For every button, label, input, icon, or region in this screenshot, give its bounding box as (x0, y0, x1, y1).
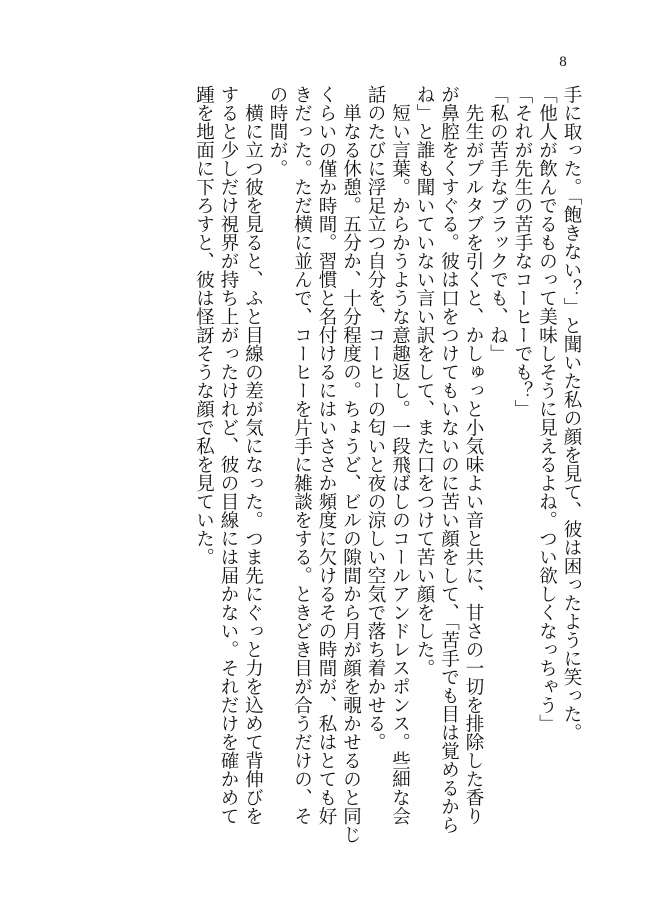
text-line: 手に取った。「飽きない？」と聞いた私の顔を見て、彼は困ったように笑った。 (561, 85, 582, 742)
text-line: 横に立つ彼を見ると、ふと目線の差が気になった。つま先にぐっと力を込めて背伸びを (242, 85, 264, 825)
text-line: きだった。ただ横に並んで、コーヒーを片手に雑談をする。ときどき目が合うだけの、そ (291, 85, 313, 825)
text-line: くらいの僅か時間。習慣と名付けるにはいささか頻度に欠けるその時間が、私はとても好 (316, 85, 337, 825)
body-text (132, 85, 583, 844)
text-line: 「私の苦手なブラックでも、ね」 (487, 85, 509, 363)
text-line: すると少しだけ視界が持ち上がったけれど、彼の目線には届かない。それだけを確かめて (218, 85, 239, 825)
text-line: ね」と誰も聞いていない言い訳をして、また口をつけて苦い顔をした。 (414, 85, 435, 677)
text-line: 単なる休憩。五分か、十分程度の。ちょうど、ビルの隙間から月が顔を覗かせるのと同じ (340, 85, 362, 844)
text-line: 「それが先生の苦手なコーヒーでも？」 (512, 85, 533, 418)
text-line: 「他人が飲んでるものって美味しそうに見えるよね。つい欲しくなっちゃう」 (536, 85, 558, 733)
text-line: 話のたびに浮足立つ自分を、コーヒーの匂いと夜の涼しい空気で落ち着かせる。 (365, 85, 386, 751)
page-number: 8 (559, 54, 567, 70)
text-line: 先生がプルタブを引くと、かしゅっと小気味よい音と共に、甘さの一切を排除した香り (463, 85, 484, 825)
text-line: 踵を地面に下ろすと、彼は怪訝そうな顔で私を見ていた。 (193, 85, 215, 566)
text-line: が鼻腔をくすぐる。彼は口をつけてもいないのに苦い顔をして、「苦手でも目は覚めるから (438, 85, 460, 835)
text-line: 短い言葉。からかうような意趣返し。一段飛ばしのコールアンドレスポンス。些細な会 (389, 85, 411, 825)
text-line: の時間が。 (267, 85, 288, 178)
